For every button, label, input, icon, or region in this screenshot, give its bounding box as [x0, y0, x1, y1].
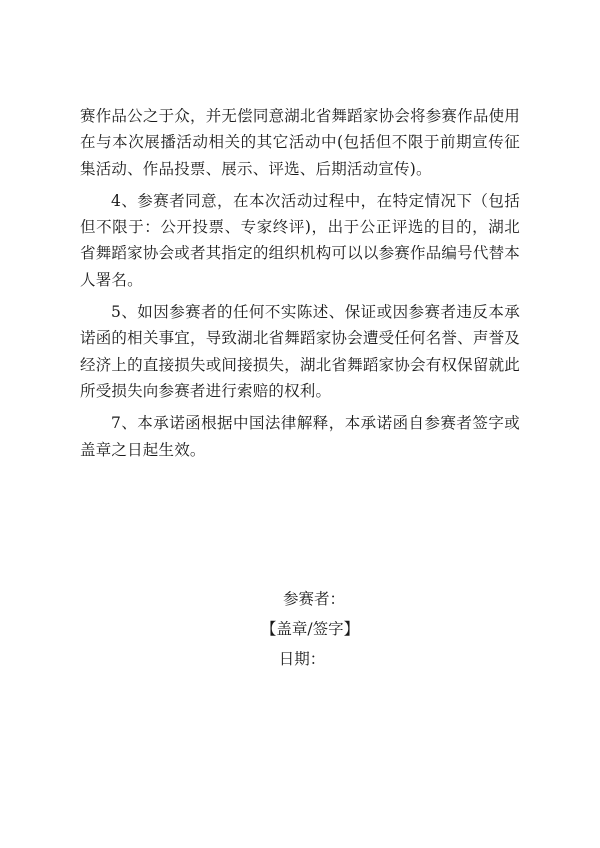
paragraph-clause-7: 7、本承诺函根据中国法律解释，本承诺函自参赛者签字或盖章之日起生效。: [80, 414, 520, 459]
signature-block: [0, 584, 600, 674]
seal-signature-label: 【盖章/签字】: [260, 620, 360, 638]
paragraph-clause-4: 4、参赛者同意，在本次活动过程中，在特定情况下（包括但不限于：公开投票、专家终评)，出于公正评选的目的，湖北省舞蹈家协会或者其指定的组织机构可以以参赛作品编号代替本人署名。: [80, 191, 520, 289]
paragraph-clause-5: 5、如因参赛者的任何不实陈述、保证或因参赛者违反本承诺函的相关事宜，导致湖北省舞蹈家协会遭受任何名誉、声誉及经济上的直接损失或间接损失，湖北省舞蹈家协会有权保留就此所受损失向参赛者进行索赔的权利。: [80, 303, 520, 400]
document-body: [80, 103, 520, 469]
date-label: 日期：: [278, 650, 326, 668]
paragraph-continuation: 赛作品公之于众，并无偿同意湖北省舞蹈家协会将参赛作品使用在与本次展播活动相关的其它活动中(包括但不限于前期宣传征集活动、作品投票、展示、评选、后期活动宣传)。: [80, 107, 520, 178]
participant-label: 参赛者：: [282, 590, 345, 608]
